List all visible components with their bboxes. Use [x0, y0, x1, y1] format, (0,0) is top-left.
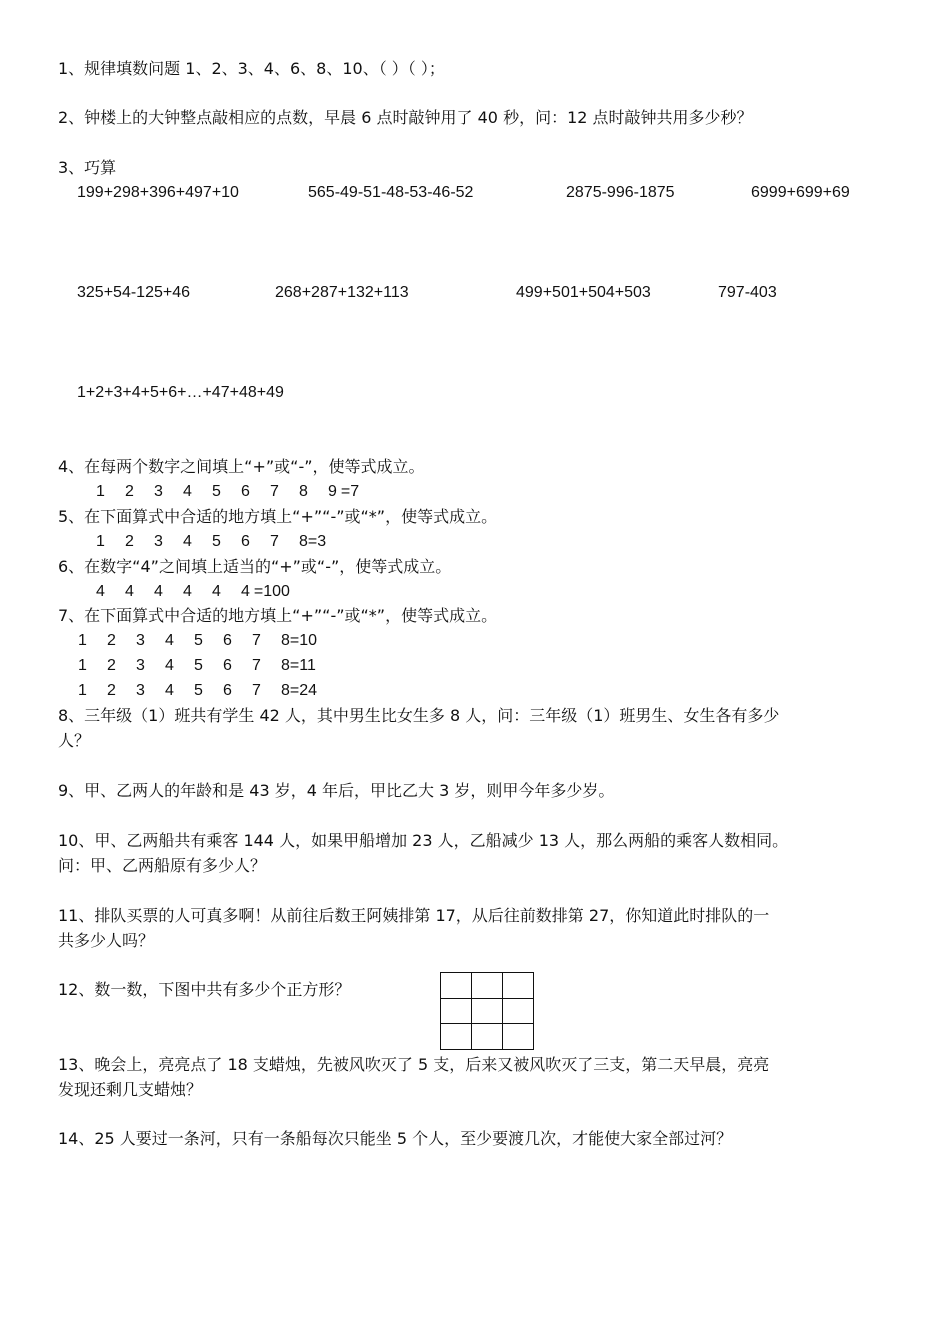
calc-expression: 325+54-125+46	[77, 284, 190, 301]
digit: 3	[136, 657, 145, 674]
calc-expression: 499+501+504+503	[516, 284, 651, 301]
equation-row	[68, 630, 317, 652]
digit: 7	[270, 483, 279, 500]
question-1: 1、规律填数问题 1、2、3、4、6、8、10、（ ）（ ）；	[58, 59, 445, 78]
digit: 1	[78, 657, 87, 674]
equation-row	[68, 680, 317, 702]
equation-result: =11	[289, 657, 316, 674]
digit: 6	[223, 657, 232, 674]
question-11-line1: 11、排队买票的人可真多啊！从前往后数王阿姨排第 17，从后往前数排第 27，你知道此时排队的一	[58, 906, 770, 925]
digit: 2	[107, 632, 116, 649]
digit: 3	[136, 682, 145, 699]
digit: 3	[154, 483, 163, 500]
question-14: 14、25 人要过一条河，只有一条船每次只能坐 5 个人，至少要渡几次，才能使大家全部过河？	[58, 1129, 733, 1148]
equation-row	[86, 581, 290, 603]
digit: 5	[194, 682, 203, 699]
digit: 3	[136, 632, 145, 649]
digit: 2	[107, 682, 116, 699]
question-10-line2: 问：甲、乙两船原有多少人？	[58, 856, 267, 875]
digit: 2	[125, 533, 134, 550]
digit: 1	[78, 682, 87, 699]
digit: 2	[107, 657, 116, 674]
question-13-line1: 13、晚会上，亮亮点了 18 支蜡烛，先被风吹灭了 5 支，后来又被风吹灭了三支，第二天早晨，亮亮	[58, 1055, 770, 1074]
digit: 8	[281, 682, 290, 699]
calc-expression: 2875-996-1875	[566, 184, 675, 201]
digit: 8	[299, 533, 308, 550]
question-12: 12、数一数，下图中共有多少个正方形？	[58, 980, 351, 999]
equation-row	[86, 481, 359, 503]
question-10-line1: 10、甲、乙两船共有乘客 144 人，如果甲船增加 23 人，乙船减少 13 人，那么两船的乘客人数相同。	[58, 831, 789, 850]
digit: 4	[241, 583, 250, 600]
digit: 4	[125, 583, 134, 600]
digit: 1	[78, 632, 87, 649]
digit: 4	[212, 583, 221, 600]
digit: 6	[223, 632, 232, 649]
question-13-line2: 发现还剩几支蜡烛？	[58, 1080, 203, 1099]
digit: 5	[212, 533, 221, 550]
digit: 7	[252, 682, 261, 699]
calc-expression: 199+298+396+497+10	[77, 184, 239, 201]
question-2: 2、钟楼上的大钟整点敲相应的点数，早晨 6 点时敲钟用了 40 秒，问：12 点时敲钟共用多少秒？	[58, 108, 753, 127]
digit: 7	[252, 632, 261, 649]
digit: 7	[252, 657, 261, 674]
question-4: 4、在每两个数字之间填上“+”或“-”，使等式成立。	[58, 457, 425, 476]
digit: 9	[328, 483, 337, 500]
digit: 4	[154, 583, 163, 600]
digit: 5	[194, 632, 203, 649]
digit: 1	[96, 483, 105, 500]
digit: 5	[194, 657, 203, 674]
question-9: 9、甲、乙两人的年龄和是 43 岁，4 年后，甲比乙大 3 岁，则甲今年多少岁。	[58, 781, 615, 800]
digit: 4	[165, 632, 174, 649]
digit: 6	[241, 483, 250, 500]
equation-result: =100	[253, 583, 290, 600]
calc-expression: 6999+699+69	[751, 184, 850, 201]
equation-row	[68, 655, 316, 677]
equation-result: =7	[340, 483, 360, 500]
digit: 5	[212, 483, 221, 500]
digit: 2	[125, 483, 134, 500]
equation-row	[86, 531, 326, 553]
calc-expression: 1+2+3+4+5+6+…+47+48+49	[77, 384, 284, 401]
digit: 8	[281, 657, 290, 674]
equation-result: =24	[289, 682, 318, 699]
digit: 4	[183, 483, 192, 500]
digit: 8	[281, 632, 290, 649]
question-8-line2: 人？	[58, 731, 91, 750]
digit: 4	[165, 657, 174, 674]
question-3-title: 3、巧算	[58, 158, 117, 177]
question-6: 6、在数字“4”之间填上适当的“+”或“-”，使等式成立。	[58, 557, 452, 576]
digit: 6	[241, 533, 250, 550]
question-8-line1: 8、三年级（1）班共有学生 42 人，其中男生比女生多 8 人，问：三年级（1）班男生、女生各有多少	[58, 706, 780, 725]
digit: 6	[223, 682, 232, 699]
square-grid-figure	[440, 972, 534, 1050]
digit: 1	[96, 533, 105, 550]
equation-result: =10	[289, 632, 318, 649]
digit: 7	[270, 533, 279, 550]
calc-expression: 268+287+132+113	[275, 284, 409, 301]
digit: 4	[165, 682, 174, 699]
equation-result: =3	[307, 533, 327, 550]
digit: 4	[96, 583, 105, 600]
digit: 8	[299, 483, 308, 500]
digit: 3	[154, 533, 163, 550]
digit: 4	[183, 583, 192, 600]
digit: 4	[183, 533, 192, 550]
question-5: 5、在下面算式中合适的地方填上“+”“-”或“*”，使等式成立。	[58, 507, 498, 526]
question-11-line2: 共多少人吗？	[58, 931, 155, 950]
calc-expression: 797-403	[718, 284, 777, 301]
question-7: 7、在下面算式中合适的地方填上“+”“-”或“*”，使等式成立。	[58, 606, 498, 625]
calc-expression: 565-49-51-48-53-46-52	[308, 184, 474, 201]
